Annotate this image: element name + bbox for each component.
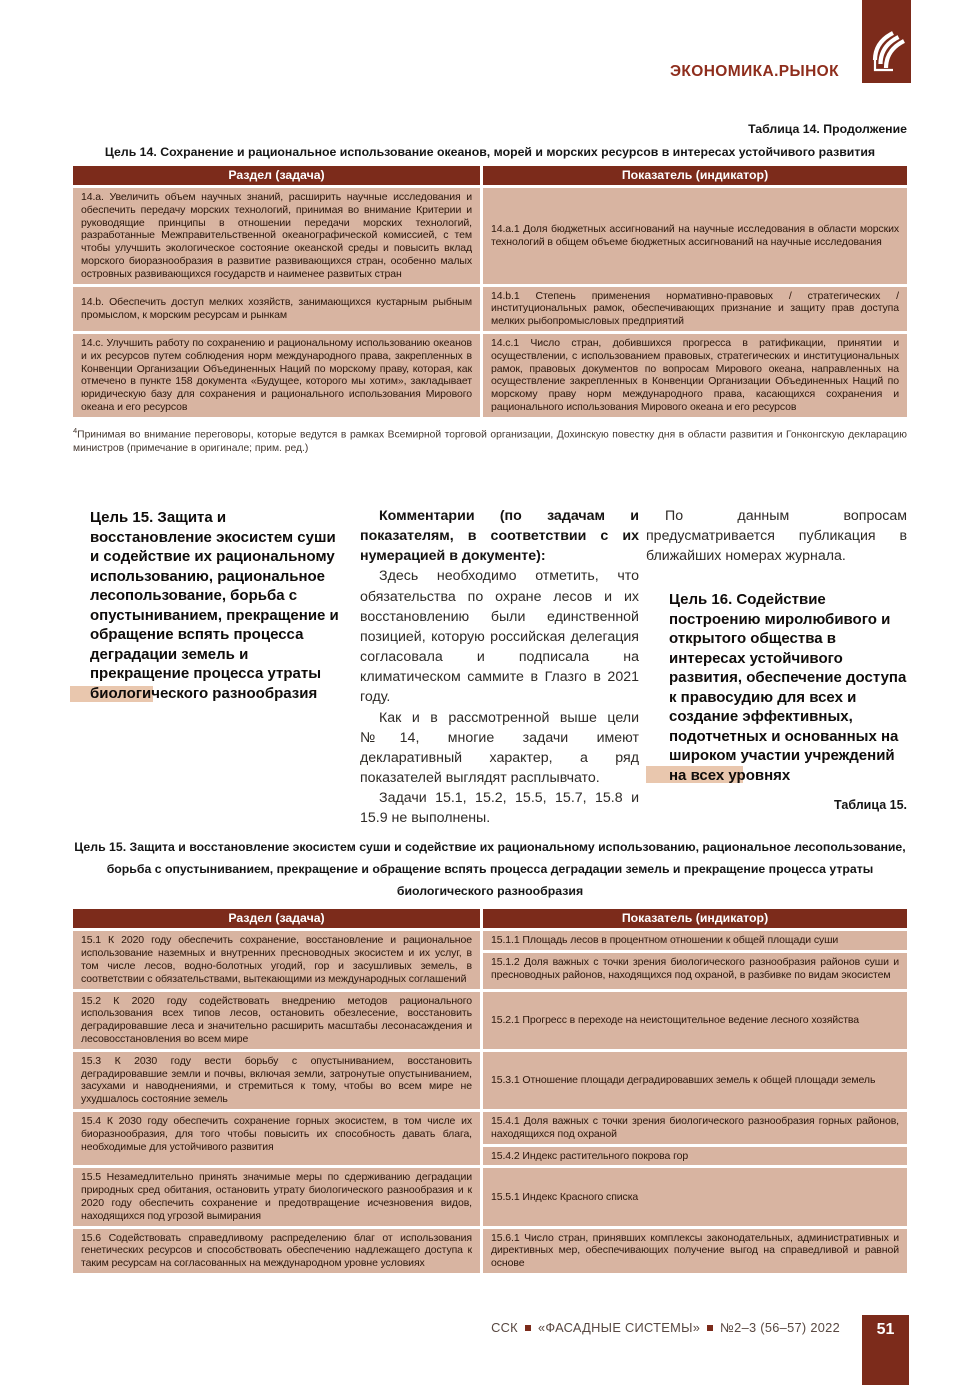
footnote-marker: 4 [73,425,78,435]
table-row [73,1112,907,1165]
table-row [73,334,907,417]
table15-header-row [73,909,907,928]
footer-issue: №2–3 (56–57) 2022 [720,1320,840,1335]
journal-logo-icon [862,0,911,83]
indicator-stack [483,1112,907,1165]
table-row [73,188,907,284]
column-header-task: Раздел (задача) [73,909,480,928]
footer-publisher: ССК [491,1320,518,1335]
indicator-stack [483,931,907,988]
indicator-cell: 15.4.1 Доля важных с точки зрения биологического разнообразия горных районов, находящихся под охраной [483,1112,907,1144]
goal16-heading: Цель 16. Содействие построению миролюбивого и открытого общества в интересах устойчивого развития, обеспечение доступа к правосудию для всех и создание эффективных, подотчетных и основанных на широком участии учреждений на всех уровнях [646,590,907,785]
publication-announce: По данным вопросам предусматривается публикация в ближайших номерах журнала. [646,508,907,565]
square-bullet-icon [525,1325,531,1331]
table-row [73,1052,907,1109]
comments-paragraph: Как и в рассмотренной выше цели №14, многие задачи имеют декларативный характер, а ряд показателей выглядят расплывчато. [360,709,639,787]
indicator-cell: 15.1.1 Площадь лесов в процентном отношении к общей площади суши [483,931,907,950]
indicator-cell: 14.a.1 Доля бюджетных ассигнований на научные исследования в области морских технологий в общем объеме бюджетных ассигнований на научные исследования [483,188,907,284]
table15-label: Таблица 15. [834,798,907,813]
indicator-cell: 14.b.1 Степень применения нормативно-правовых / стратегических / институциональных рамок, обеспечивающих признание и защиту прав доступа мелких рыбопромысловых предприятий [483,287,907,331]
column-header-indicator: Показатель (индикатор) [483,909,907,928]
page-number: 51 [862,1315,909,1385]
table15 [73,909,907,1273]
goal15-column [73,506,359,822]
indicator-cell: 15.1.2 Доля важных с точки зрения биологического разнообразия районов суши и пресноводных районов, находящихся под охраной, в разбивке по видам экосистем [483,953,907,988]
column-header-indicator: Показатель (индикатор) [483,166,907,185]
table-row [73,931,907,988]
footer-journal-info [491,1320,840,1335]
table14-continuation-label: Таблица 14. Продолжение [748,122,907,136]
table-row [73,992,907,1049]
indicator-cell: 14.c.1 Число стран, добившихся прогресса в ратификации, принятии и осуществлении, с использованием правовых, стратегических и институциональных рамок, правовых документов по вопросам Мирового океана, направленных на осуществление закрепленных в Конвенции Организации Объединенных Наций по морскому праву норм международного права, касающихся сохранения и рационального использования Мирового океана и его ресурсов [483,334,907,417]
comments-paragraph: Задачи 15.1, 15.2, 15.5, 15.7, 15.8 и 15.9 не выполнены. [360,790,639,827]
editorial-columns [73,506,907,827]
task-cell: 15.4 К 2030 году обеспечить сохранение горных экосистем, в том числе их биоразнообразия, для того чтобы повысить их способность давать блага, необходимые для устойчивого развития [73,1112,480,1165]
footer-journal-name: «ФАСАДНЫЕ СИСТЕМЫ» [537,1320,701,1335]
goal16-column [640,506,907,822]
table14-title: Цель 14. Сохранение и рациональное использование океанов, морей и морских ресурсов в интересах устойчивого развития [104,145,876,159]
task-cell: 14.b. Обеспечить доступ мелких хозяйств, занимающихся кустарным рыбным промыслом, к морским ресурсам и рынкам [73,287,480,331]
table14 [73,166,907,417]
indicator-cell: 15.3.1 Отношение площади деградировавших земель к общей площади земель [483,1052,907,1109]
column-header-task: Раздел (задача) [73,166,480,185]
section-title: ЭКОНОМИКА.РЫНОК [669,63,839,80]
comments-column [359,506,640,827]
comments-heading: Комментарии (по задачам и показателям, в соответствии с их нумерацией в документе): [360,508,639,565]
task-cell: 14.c. Улучшить работу по сохранению и рациональному использованию океанов и их ресурсов путем соблюдения норм международного права, закрепленных в Конвенции Организации Объединенных Наций по морскому праву, которая, как отмечено в пункте 158 документа «Будущее, которого мы хотим», закладывает юридическую базу для сохранения и рационального использования Мирового океана и его ресурсов [73,334,480,417]
task-cell: 15.1 К 2020 году обеспечить сохранение, восстановление и рациональное использование наземных и внутренних пресноводных экосистем и их услуг, в том числе лесов, водно-болотных угодий, гор и засушливых земель, в соответствии с обязательствами, вытекающими из международных соглашений [73,931,480,988]
comments-paragraph: Здесь необходимо отметить, что обязательства по охране лесов и их восстановлению были единственной позицией, которую российская делегация согласовала и подписала на климатическом саммите в Глазго в 2021 году. [360,568,639,706]
task-cell: 15.2 К 2020 году содействовать внедрению методов рационального использования всех типов лесов, остановить обезлесение, восстановить деградировавшие леса и значительно расширить масштабы лесонасаждения и лесовосстановления во всем мире [73,992,480,1049]
table14-section [73,122,907,456]
table15-title: Цель 15. Защита и восстановление экосистем суши и содействие их рациональному использованию, рациональное лесопользование, борьба с опустыниванием, прекращение и обращение вспять процесса деградации земель и прекращение процесса утраты биологического разнообразия [74,840,906,899]
indicator-cell: 15.6.1 Число стран, принявших комплексы законодательных, административных и директивных мер, обеспечивающих получение выгод на справедливой и равной основе [483,1229,907,1273]
table15-section [73,836,907,1273]
goal15-heading: Цель 15. Защита и восстановление экосистем суши и содействие их рациональному использованию, рациональное лесопользование, борьба с опустыниванием, прекращение и обращение вспять процесса деградации земель и прекращение процесса утраты биологического разнообразия [90,509,339,702]
task-cell: 15.3 К 2030 году вести борьбу с опустыниванием, восстановить деградировавшие земли и почвы, включая земли, затронутые опустыниванием, засухами и наводнениями, и стремиться к тому, чтобы во всем мире не ухудшалось состояние земель [73,1052,480,1109]
square-bullet-icon [707,1325,713,1331]
table14-header-row [73,166,907,185]
task-cell: 15.6 Содействовать справедливому распределению благ от использования генетических ресурсов и способствовать обеспечению надлежащего доступа к таким ресурсам на согласованных на международном уровне условиях [73,1229,480,1273]
task-cell: 15.5 Незамедлительно принять значимые меры по сдерживанию деградации природных сред обитания, остановить утрату биологического разнообразия и к 2020 году обеспечить сохранение и предотвращение исчезновения видов, находящихся под угрозой вымирания [73,1168,480,1225]
indicator-cell: 15.4.2 Индекс растительного покрова гор [483,1147,907,1166]
footnote [73,426,907,456]
task-cell: 14.a. Увеличить объем научных знаний, расширить научные исследования и обеспечить передачу морских технологий, принимая во внимание Критерии и руководящие принципы в отношении передачи морских технологий, разработанные Межправительственной океанографической комиссией, с тем чтобы улучшить экологическое состояние океанской среды и повысить вклад морского биоразнообразия в развитие развивающихся стран, особенно малых островных развивающихся государств и наименее развитых стран [73,188,480,284]
indicator-cell: 15.5.1 Индекс Красного списка [483,1168,907,1225]
table-row [73,1229,907,1273]
journal-logo [862,0,911,83]
table-row [73,287,907,331]
indicator-cell: 15.2.1 Прогресс в переходе на неистощительное ведение лесного хозяйства [483,992,907,1049]
footnote-text: Принимая во внимание переговоры, которые ведутся в рамках Всемирной торговой организации, Дохинскую повестку дня в области развития и Гонконгскую декларацию министров (примечание в оригинале; прим. ред.) [73,429,907,455]
table-row [73,1168,907,1225]
